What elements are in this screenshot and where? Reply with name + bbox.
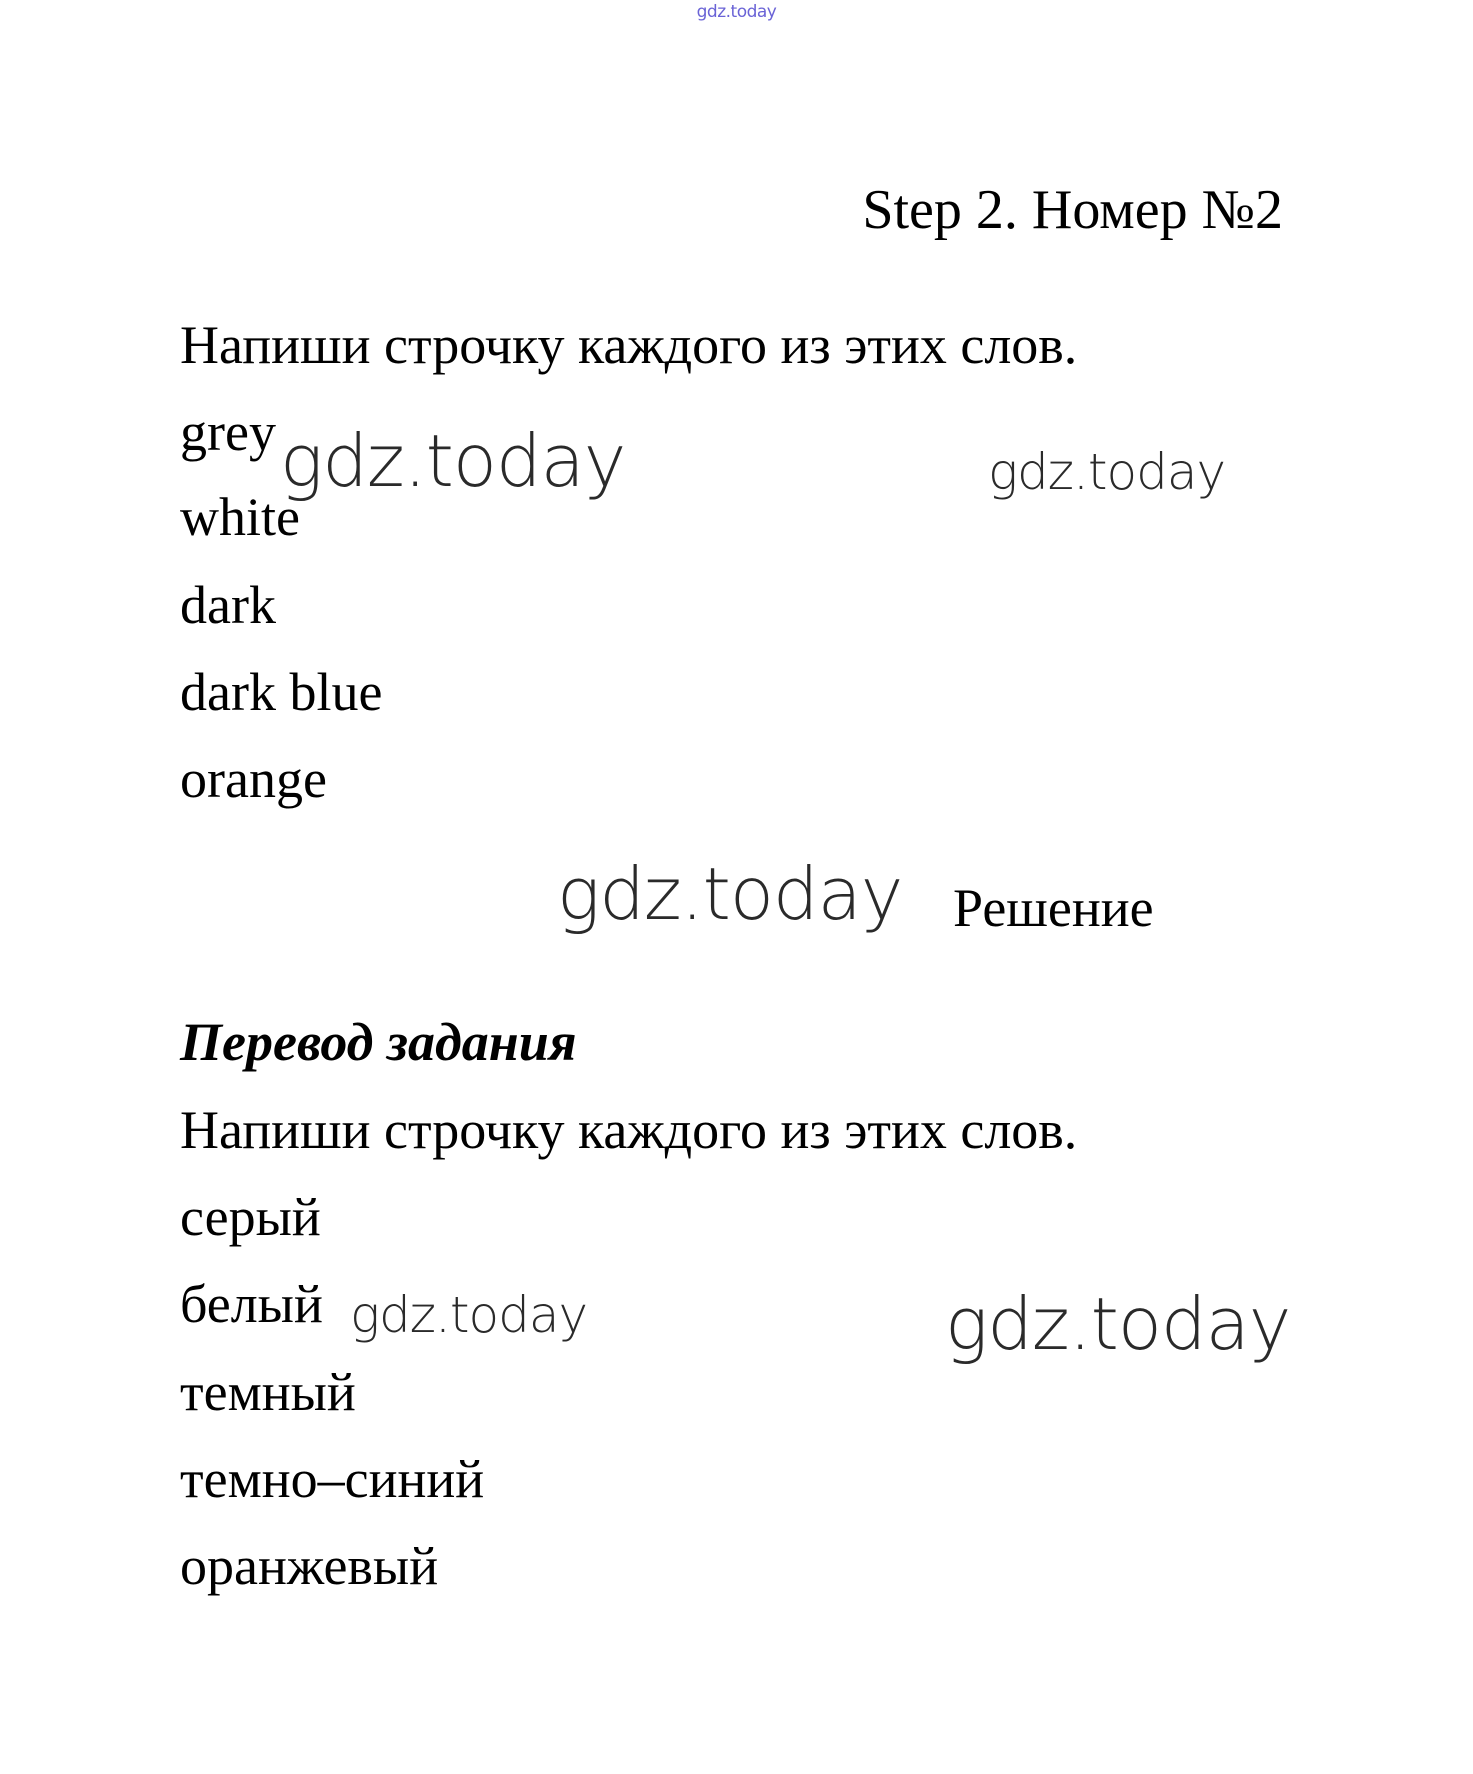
page-title: Step 2. Номер №2 [862, 179, 1283, 241]
top-watermark: gdz.today [696, 2, 777, 22]
translation-word-dark-blue: темно–синий [180, 1449, 485, 1509]
watermark: gdz.today [945, 1282, 1291, 1366]
translation-word-dark: темный [180, 1362, 356, 1422]
task-word-grey: grey [180, 402, 276, 462]
task-word-dark-blue: dark blue [180, 662, 383, 722]
translation-word-white: белый [180, 1274, 323, 1334]
watermark: gdz.today [557, 852, 903, 936]
task-instruction: Напиши строчку каждого из этих слов. [180, 315, 1078, 375]
task-word-dark: dark [180, 575, 276, 635]
watermark: gdz.today [988, 443, 1226, 501]
watermark: gdz.today [350, 1286, 588, 1344]
watermark: gdz.today [280, 419, 626, 503]
translation-word-grey: серый [180, 1187, 321, 1247]
task-word-orange: orange [180, 749, 327, 809]
translation-word-orange: оранжевый [180, 1536, 439, 1596]
translation-instruction: Напиши строчку каждого из этих слов. [180, 1100, 1078, 1160]
translation-heading: Перевод задания [180, 1012, 577, 1072]
solution-label: Решение [953, 878, 1154, 938]
task-word-white: white [180, 487, 300, 547]
